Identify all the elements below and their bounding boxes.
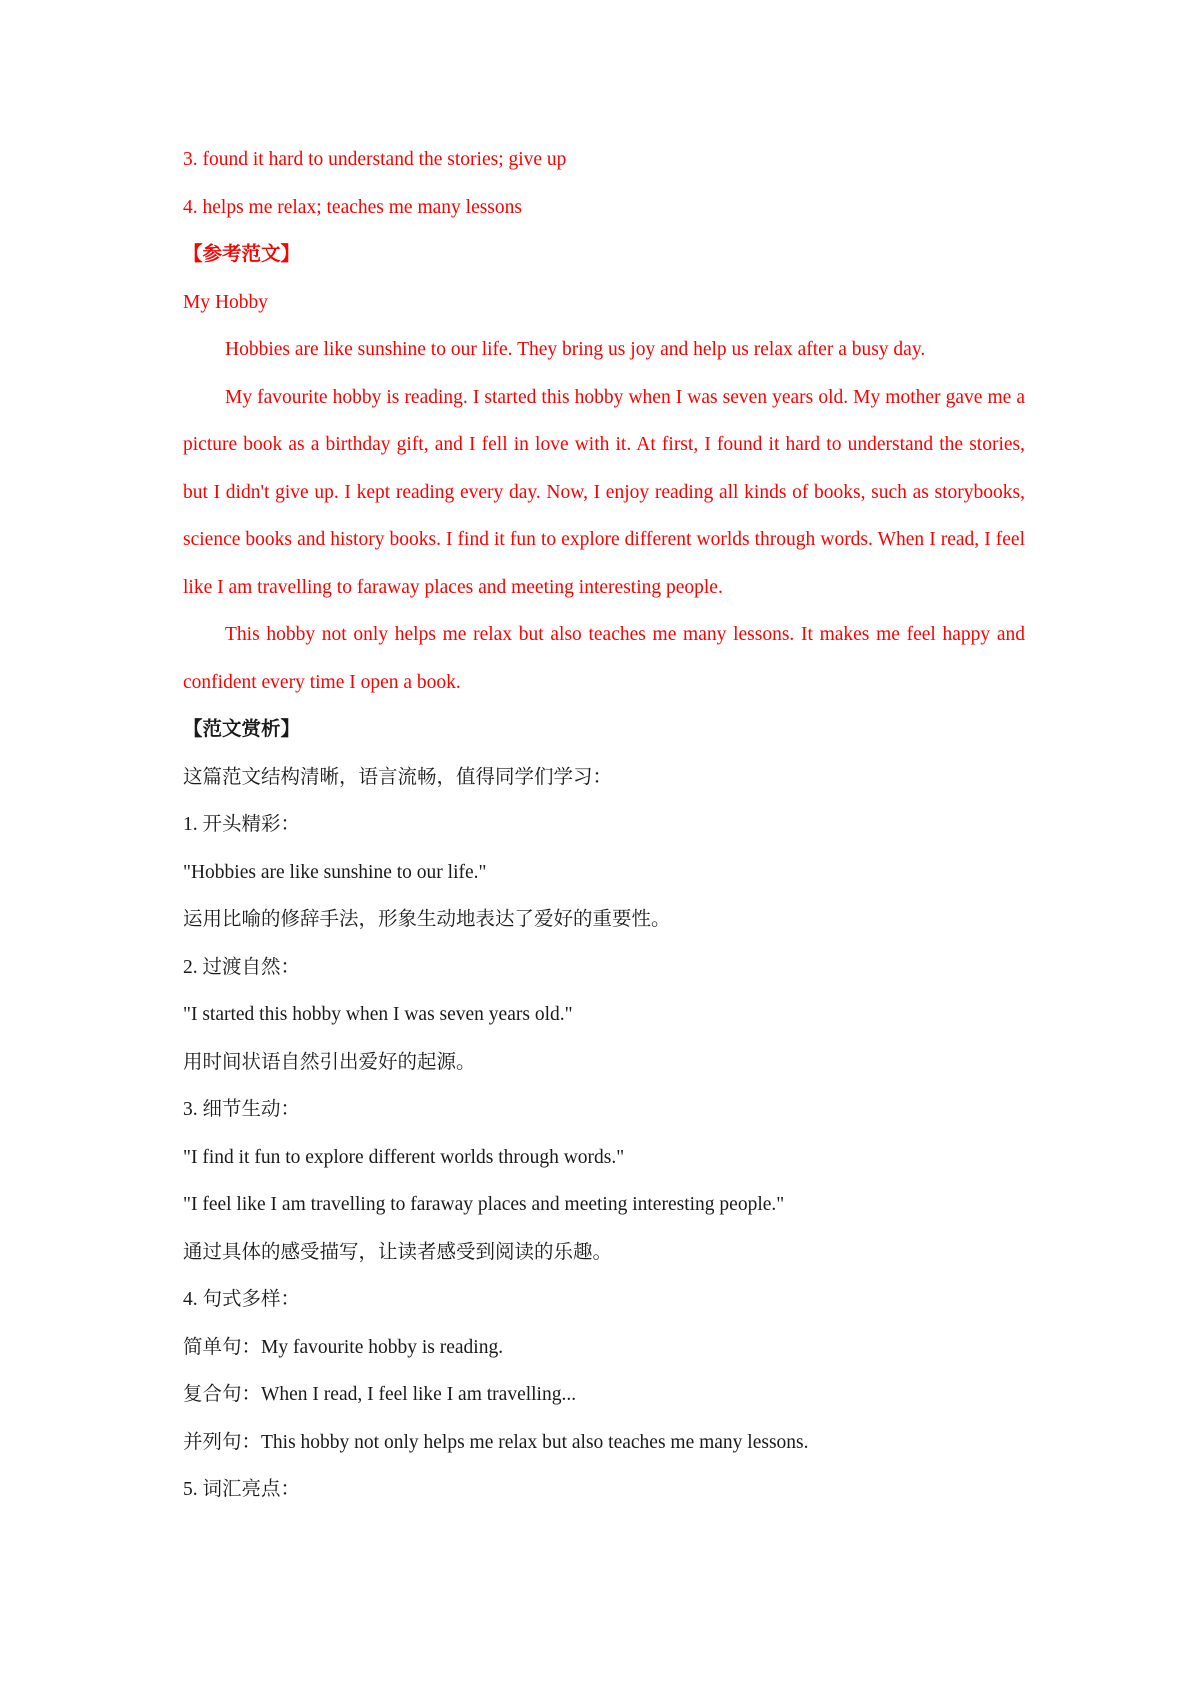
answer-item-4: 4. helps me relax; teaches me many lessons (183, 196, 522, 218)
point-4-complex-sentence: 复合句：When I read, I feel like I am travelling... (183, 1384, 577, 1405)
essay-title: My Hobby (183, 291, 269, 313)
point-3-title: 3. 细节生动： (183, 1099, 301, 1120)
point-5-title: 5. 词汇亮点： (183, 1479, 301, 1500)
analysis-intro: 这篇范文结构清晰，语言流畅，值得同学们学习： (183, 766, 613, 788)
point-2-quote: "I started this hobby when I was seven years old." (183, 1004, 573, 1025)
reference-essay-heading: 【参考范文】 (183, 244, 301, 265)
answer-item-3: 3. found it hard to understand the stories; give up (183, 149, 567, 170)
point-1-quote: "Hobbies are like sunshine to our life." (183, 861, 487, 883)
point-4-compound-sentence: 并列句：This hobby not only helps me relax but also teaches me many lessons. (183, 1431, 809, 1453)
essay-paragraph-3: This hobby not only helps me relax but also teaches me many lessons. It makes me feel happy and confident every time I open a book. (183, 624, 1025, 693)
point-3-quote-1: "I find it fun to explore different worlds through words." (183, 1146, 625, 1168)
document-page (183, 146, 1025, 1524)
analysis-heading: 【范文赏析】 (183, 719, 301, 740)
point-1-title: 1. 开头精彩： (183, 814, 301, 835)
point-4-title: 4. 句式多样： (183, 1289, 301, 1310)
point-1-note: 运用比喻的修辞手法，形象生动地表达了爱好的重要性。 (183, 909, 671, 930)
point-2-note: 用时间状语自然引出爱好的起源。 (183, 1051, 476, 1073)
point-4-simple-sentence: 简单句：My favourite hobby is reading. (183, 1336, 504, 1358)
essay-paragraph-1: Hobbies are like sunshine to our life. They bring us joy and help us relax after a busy day. (225, 339, 926, 361)
point-3-note: 通过具体的感受描写，让读者感受到阅读的乐趣。 (183, 1241, 613, 1263)
essay-paragraph-2: My favourite hobby is reading. I started this hobby when I was seven years old. My mother gave me a picture book as a birthday gift, and I fell in love with it. At first, I found it hard to understand the stories, but I didn't give up. I kept reading every day. Now, I enjoy reading all kinds of books, such as storybooks, science books and history books. I find it fun to explore different worlds through words. When I read, I feel like I am travelling to faraway places and meeting interesting people. (183, 386, 1025, 598)
point-3-quote-2: "I feel like I am travelling to faraway places and meeting interesting people." (183, 1194, 785, 1215)
point-2-title: 2. 过渡自然： (183, 956, 301, 978)
